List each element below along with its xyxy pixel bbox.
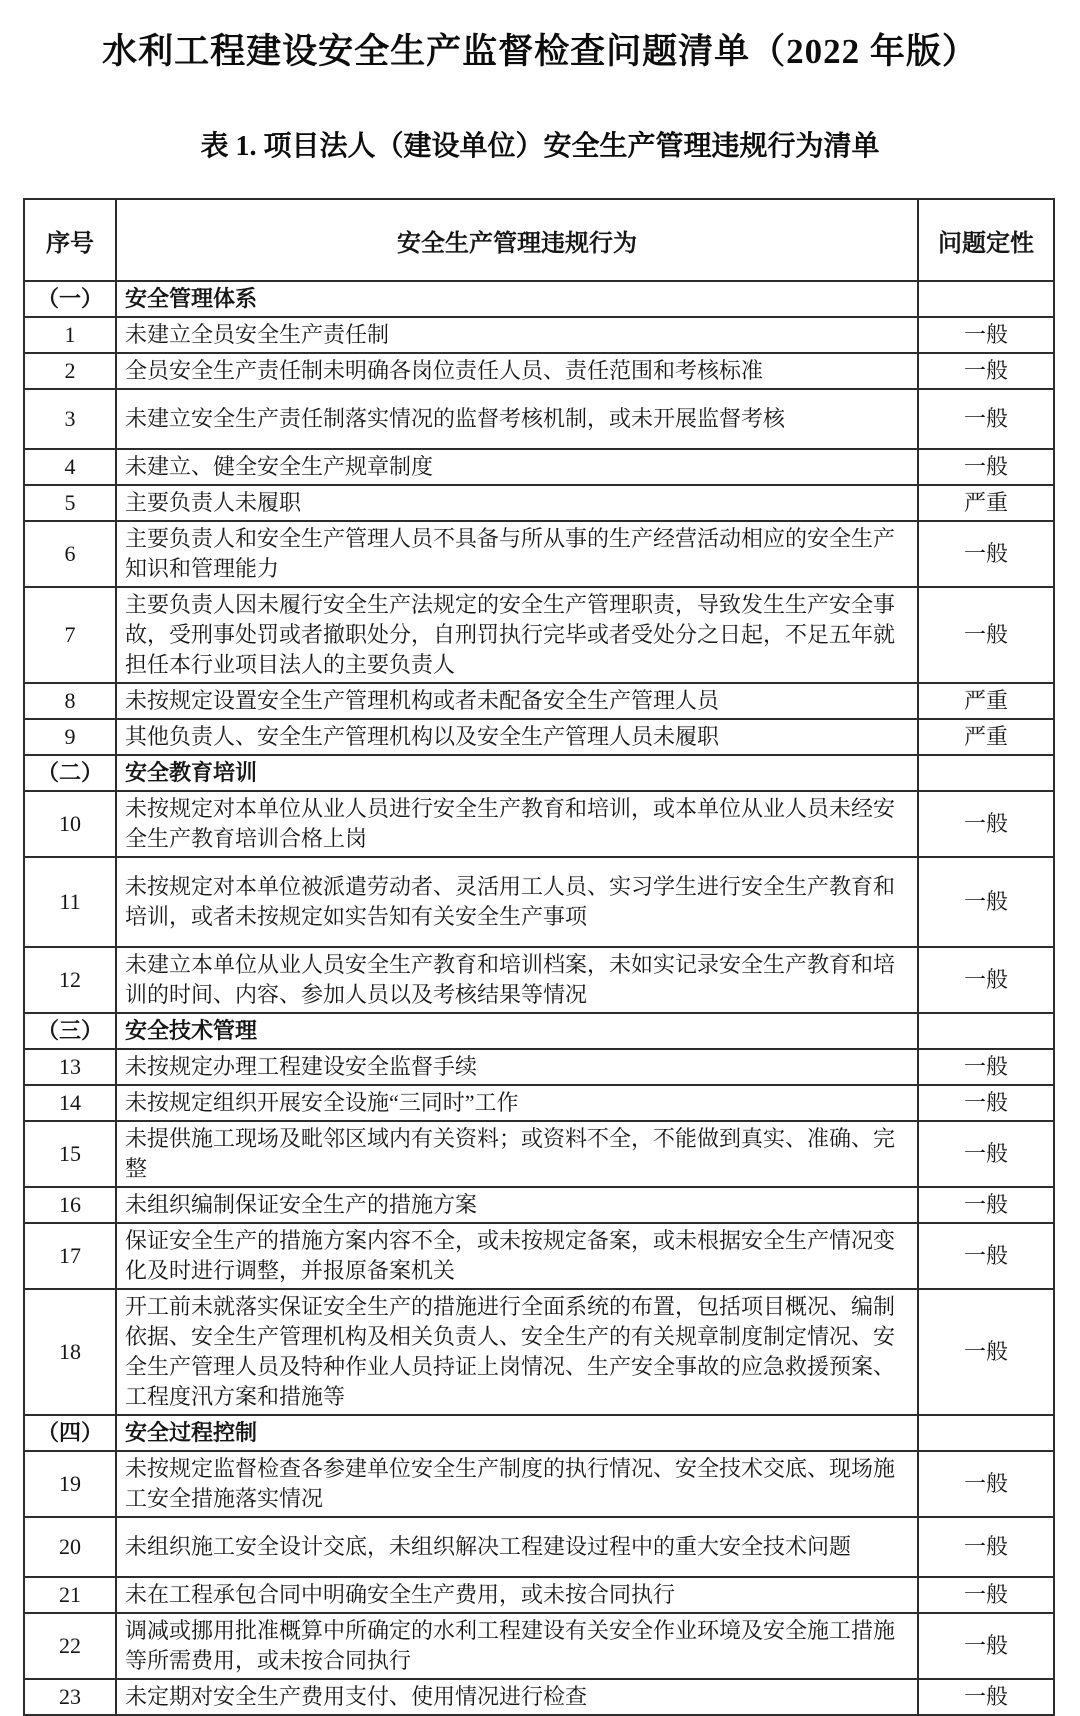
verdict-cell: 一般 <box>918 521 1054 587</box>
row-number-cell: （三） <box>24 1013 116 1049</box>
violation-text-cell: 未组织编制保证安全生产的措施方案 <box>116 1187 918 1223</box>
violation-text-cell: 主要负责人未履职 <box>116 485 918 521</box>
violation-text-cell: 未建立安全生产责任制落实情况的监督考核机制，或未开展监督考核 <box>116 389 918 449</box>
col-header-no: 序号 <box>24 199 116 281</box>
violation-text-cell: 全员安全生产责任制未明确各岗位责任人员、责任范围和考核标准 <box>116 353 918 389</box>
table-row <box>24 587 1054 683</box>
verdict-cell: 一般 <box>918 947 1054 1013</box>
violation-text-cell: 安全过程控制 <box>116 1415 918 1451</box>
table-row <box>24 1223 1054 1289</box>
verdict-cell <box>918 281 1054 317</box>
verdict-cell: 一般 <box>918 317 1054 353</box>
table-row <box>24 449 1054 485</box>
violation-text-cell: 其他负责人、安全生产管理机构以及安全生产管理人员未履职 <box>116 719 918 755</box>
row-number-cell: （四） <box>24 1415 116 1451</box>
table-header-row <box>24 199 1054 281</box>
violation-text-cell: 主要负责人和安全生产管理人员不具备与所从事的生产经营活动相应的安全生产知识和管理能力 <box>116 521 918 587</box>
row-number-cell: 21 <box>24 1577 116 1613</box>
row-number-cell: （二） <box>24 755 116 791</box>
violation-text-cell: 安全技术管理 <box>116 1013 918 1049</box>
col-header-verdict: 问题定性 <box>918 199 1054 281</box>
section-row <box>24 755 1054 791</box>
row-number-cell: （一） <box>24 281 116 317</box>
verdict-cell: 严重 <box>918 719 1054 755</box>
violation-text-cell: 保证安全生产的措施方案内容不全，或未按规定备案，或未根据安全生产情况变化及时进行调整，并报原备案机关 <box>116 1223 918 1289</box>
violation-text-cell: 未按规定组织开展安全设施“三同时”工作 <box>116 1085 918 1121</box>
violation-text-cell: 未在工程承包合同中明确安全生产费用，或未按合同执行 <box>116 1577 918 1613</box>
violation-text-cell: 未建立、健全安全生产规章制度 <box>116 449 918 485</box>
row-number-cell: 13 <box>24 1049 116 1085</box>
row-number-cell: 14 <box>24 1085 116 1121</box>
row-number-cell: 3 <box>24 389 116 449</box>
table-row <box>24 389 1054 449</box>
verdict-cell: 一般 <box>918 1451 1054 1517</box>
verdict-cell: 一般 <box>918 587 1054 683</box>
table-row <box>24 1613 1054 1679</box>
row-number-cell: 16 <box>24 1187 116 1223</box>
table-row <box>24 1187 1054 1223</box>
table-row <box>24 947 1054 1013</box>
verdict-cell: 一般 <box>918 1049 1054 1085</box>
violation-text-cell: 调减或挪用批准概算中所确定的水利工程建设有关安全作业环境及安全施工措施等所需费用，或未按合同执行 <box>116 1613 918 1679</box>
violation-text-cell: 未建立全员安全生产责任制 <box>116 317 918 353</box>
verdict-cell: 一般 <box>918 1577 1054 1613</box>
verdict-cell: 一般 <box>918 791 1054 857</box>
violation-text-cell: 开工前未就落实保证安全生产的措施进行全面系统的布置，包括项目概况、编制依据、安全生产管理机构及相关负责人、安全生产的有关规章制度制定情况、安全生产管理人员及特种作业人员持证上岗情况、生产安全事故的应急救援预案、工程度汛方案和措施等 <box>116 1289 918 1415</box>
violation-text-cell: 未按规定对本单位从业人员进行安全生产教育和培训，或本单位从业人员未经安全生产教育培训合格上岗 <box>116 791 918 857</box>
verdict-cell <box>918 1013 1054 1049</box>
verdict-cell: 一般 <box>918 1613 1054 1679</box>
verdict-cell: 一般 <box>918 1289 1054 1415</box>
verdict-cell: 一般 <box>918 1085 1054 1121</box>
table-row <box>24 1289 1054 1415</box>
verdict-cell: 一般 <box>918 857 1054 947</box>
violation-text-cell: 未按规定办理工程建设安全监督手续 <box>116 1049 918 1085</box>
verdict-cell: 严重 <box>918 485 1054 521</box>
violation-text-cell: 未按规定对本单位被派遣劳动者、灵活用工人员、实习学生进行安全生产教育和培训，或者未按规定如实告知有关安全生产事项 <box>116 857 918 947</box>
row-number-cell: 11 <box>24 857 116 947</box>
table-row <box>24 1517 1054 1577</box>
row-number-cell: 17 <box>24 1223 116 1289</box>
verdict-cell: 一般 <box>918 389 1054 449</box>
row-number-cell: 8 <box>24 683 116 719</box>
violation-text-cell: 主要负责人因未履行安全生产法规定的安全生产管理职责，导致发生生产安全事故，受刑事处罚或者撤职处分，自刑罚执行完毕或者受处分之日起，不足五年就担任本行业项目法人的主要负责人 <box>116 587 918 683</box>
row-number-cell: 5 <box>24 485 116 521</box>
row-number-cell: 4 <box>24 449 116 485</box>
violation-text-cell: 安全教育培训 <box>116 755 918 791</box>
row-number-cell: 22 <box>24 1613 116 1679</box>
table-row <box>24 719 1054 755</box>
table-row <box>24 1085 1054 1121</box>
table-row <box>24 1679 1054 1715</box>
row-number-cell: 2 <box>24 353 116 389</box>
verdict-cell: 严重 <box>918 683 1054 719</box>
document-title: 水利工程建设安全生产监督检查问题清单（2022 年版） <box>102 32 978 71</box>
table-caption: 表 1. 项目法人（建设单位）安全生产管理违规行为清单 <box>200 131 880 162</box>
section-row <box>24 281 1054 317</box>
violation-text-cell: 未按规定监督检查各参建单位安全生产制度的执行情况、安全技术交底、现场施工安全措施落实情况 <box>116 1451 918 1517</box>
verdict-cell: 一般 <box>918 1517 1054 1577</box>
document-page <box>0 24 1080 1716</box>
table-row <box>24 857 1054 947</box>
violation-text-cell: 未按规定设置安全生产管理机构或者未配备安全生产管理人员 <box>116 683 918 719</box>
row-number-cell: 12 <box>24 947 116 1013</box>
verdict-cell: 一般 <box>918 1187 1054 1223</box>
row-number-cell: 6 <box>24 521 116 587</box>
table-row <box>24 1577 1054 1613</box>
violation-text-cell: 安全管理体系 <box>116 281 918 317</box>
section-row <box>24 1013 1054 1049</box>
violation-text-cell: 未组织施工安全设计交底，未组织解决工程建设过程中的重大安全技术问题 <box>116 1517 918 1577</box>
row-number-cell: 15 <box>24 1121 116 1187</box>
table-row <box>24 521 1054 587</box>
violations-table <box>23 198 1055 1716</box>
violation-text-cell: 未提供施工现场及毗邻区域内有关资料；或资料不全，不能做到真实、准确、完整 <box>116 1121 918 1187</box>
row-number-cell: 7 <box>24 587 116 683</box>
table-body <box>24 281 1054 1715</box>
table-row <box>24 485 1054 521</box>
violation-text-cell: 未建立本单位从业人员安全生产教育和培训档案，未如实记录安全生产教育和培训的时间、内容、参加人员以及考核结果等情况 <box>116 947 918 1013</box>
row-number-cell: 18 <box>24 1289 116 1415</box>
table-row <box>24 1451 1054 1517</box>
row-number-cell: 20 <box>24 1517 116 1577</box>
verdict-cell <box>918 1415 1054 1451</box>
verdict-cell <box>918 755 1054 791</box>
row-number-cell: 10 <box>24 791 116 857</box>
row-number-cell: 19 <box>24 1451 116 1517</box>
table-row <box>24 353 1054 389</box>
verdict-cell: 一般 <box>918 1121 1054 1187</box>
table-row <box>24 1049 1054 1085</box>
table-row <box>24 1121 1054 1187</box>
row-number-cell: 23 <box>24 1679 116 1715</box>
verdict-cell: 一般 <box>918 1679 1054 1715</box>
row-number-cell: 1 <box>24 317 116 353</box>
section-row <box>24 1415 1054 1451</box>
table-row <box>24 791 1054 857</box>
verdict-cell: 一般 <box>918 353 1054 389</box>
violation-text-cell: 未定期对安全生产费用支付、使用情况进行检查 <box>116 1679 918 1715</box>
row-number-cell: 9 <box>24 719 116 755</box>
table-row <box>24 683 1054 719</box>
verdict-cell: 一般 <box>918 449 1054 485</box>
table-row <box>24 317 1054 353</box>
col-header-violation: 安全生产管理违规行为 <box>116 199 918 281</box>
verdict-cell: 一般 <box>918 1223 1054 1289</box>
